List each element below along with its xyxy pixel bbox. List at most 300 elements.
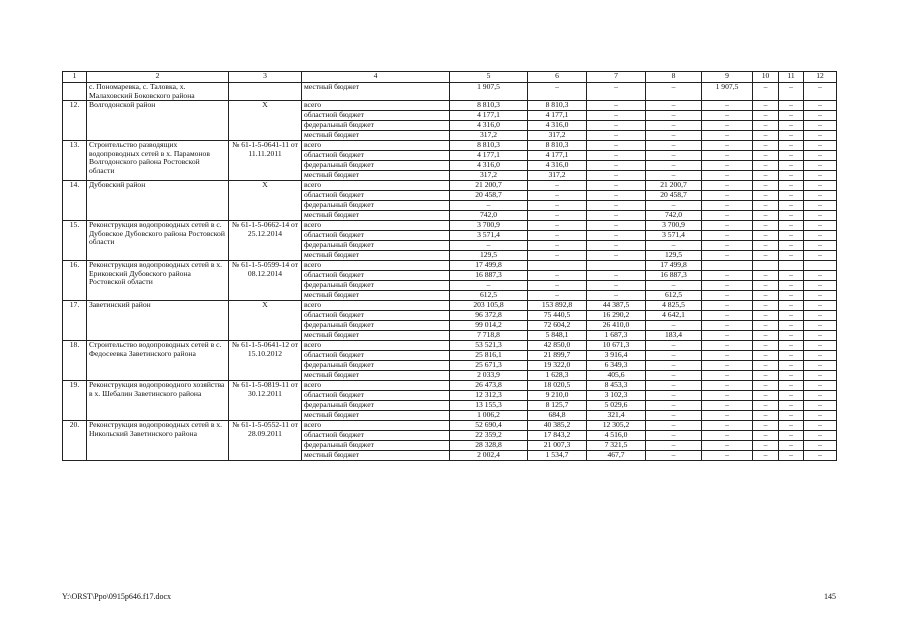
amount-cell: – — [528, 241, 587, 251]
amount-cell: – — [702, 391, 753, 401]
amount-cell: 742,0 — [450, 211, 528, 221]
amount-cell: – — [779, 451, 804, 461]
object-name-cell: Реконструкция водопроводных сетей в х. Ериковский Дубовского района Ростовской области — [87, 261, 229, 301]
amount-cell: – — [702, 381, 753, 391]
row-number-cell: 15. — [63, 221, 87, 261]
amount-cell: 6 349,3 — [587, 361, 646, 371]
amount-cell: – — [753, 431, 779, 441]
amount-cell: 2 002,4 — [450, 451, 528, 461]
amount-cell: – — [753, 241, 779, 251]
amount-cell: – — [753, 171, 779, 181]
amount-cell: – — [702, 271, 753, 281]
amount-cell: – — [702, 221, 753, 231]
funding-source-cell: областной бюджет — [302, 271, 450, 281]
amount-cell: 16 887,3 — [646, 271, 702, 281]
funding-source-cell: местный бюджет — [302, 331, 450, 341]
funding-source-cell: местный бюджет — [302, 83, 450, 101]
column-number: 3 — [229, 72, 302, 83]
amount-cell: 4 177,1 — [528, 151, 587, 161]
amount-cell: – — [753, 281, 779, 291]
amount-cell: – — [779, 101, 804, 111]
amount-cell: – — [450, 241, 528, 251]
object-name-cell: Реконструкция водопроводных сетей в с. Дубовское Дубовского района Ростовской области — [87, 221, 229, 261]
funding-source-cell: федеральный бюджет — [302, 201, 450, 211]
amount-cell: 4 177,1 — [450, 111, 528, 121]
amount-cell: – — [753, 211, 779, 221]
amount-cell: – — [587, 181, 646, 191]
amount-cell: – — [646, 431, 702, 441]
amount-cell: – — [779, 301, 804, 311]
amount-cell: 42 850,0 — [528, 341, 587, 351]
amount-cell: – — [702, 451, 753, 461]
amount-cell: – — [753, 341, 779, 351]
amount-cell: – — [779, 231, 804, 241]
table-row — [63, 221, 837, 231]
amount-cell: 405,6 — [587, 371, 646, 381]
amount-cell: – — [753, 101, 779, 111]
amount-cell: 16 887,3 — [450, 271, 528, 281]
amount-cell: 17 499,8 — [646, 261, 702, 271]
funding-source-cell: федеральный бюджет — [302, 161, 450, 171]
amount-cell: – — [804, 361, 837, 371]
amount-cell: 612,5 — [646, 291, 702, 301]
row-number-cell — [63, 83, 87, 101]
amount-cell: – — [779, 251, 804, 261]
funding-source-cell: областной бюджет — [302, 231, 450, 241]
amount-cell: – — [587, 83, 646, 101]
amount-cell: 1 907,5 — [450, 83, 528, 101]
column-number: 5 — [450, 72, 528, 83]
object-name-cell: Заветинский район — [87, 301, 229, 341]
amount-cell: 22 359,2 — [450, 431, 528, 441]
amount-cell: 4 316,0 — [450, 121, 528, 131]
amount-cell: – — [646, 391, 702, 401]
amount-cell: 21 200,7 — [646, 181, 702, 191]
amount-cell: – — [646, 411, 702, 421]
amount-cell: – — [804, 281, 837, 291]
amount-cell: – — [646, 201, 702, 211]
funding-source-cell: федеральный бюджет — [302, 281, 450, 291]
amount-cell: – — [646, 151, 702, 161]
amount-cell: – — [804, 391, 837, 401]
amount-cell: – — [753, 361, 779, 371]
amount-cell: – — [587, 231, 646, 241]
amount-cell: 17 843,2 — [528, 431, 587, 441]
table-row — [63, 421, 837, 431]
amount-cell: – — [779, 201, 804, 211]
amount-cell: 8 125,7 — [528, 401, 587, 411]
amount-cell: – — [779, 191, 804, 201]
amount-cell: – — [779, 371, 804, 381]
amount-cell: – — [450, 281, 528, 291]
amount-cell: – — [779, 211, 804, 221]
amount-cell: – — [753, 311, 779, 321]
amount-cell: – — [753, 191, 779, 201]
amount-cell: – — [646, 341, 702, 351]
amount-cell: – — [779, 161, 804, 171]
amount-cell: – — [753, 181, 779, 191]
amount-cell: – — [804, 271, 837, 281]
amount-cell: – — [702, 421, 753, 431]
amount-cell: – — [779, 131, 804, 141]
amount-cell — [587, 261, 646, 271]
amount-cell: 3 700,9 — [646, 221, 702, 231]
amount-cell: – — [702, 361, 753, 371]
table-header-row — [63, 72, 837, 83]
amount-cell: 684,8 — [528, 411, 587, 421]
amount-cell: 4 642,1 — [646, 311, 702, 321]
amount-cell: – — [646, 83, 702, 101]
amount-cell: – — [702, 141, 753, 151]
amount-cell: – — [779, 431, 804, 441]
amount-cell: – — [587, 221, 646, 231]
amount-cell: – — [753, 301, 779, 311]
amount-cell: – — [804, 83, 837, 101]
amount-cell: 9 210,0 — [528, 391, 587, 401]
amount-cell: – — [587, 241, 646, 251]
amount-cell: – — [804, 381, 837, 391]
amount-cell: – — [702, 351, 753, 361]
column-number: 6 — [528, 72, 587, 83]
document-cell: № 61-1-5-0641-12 от 15.10.2012 — [229, 341, 302, 381]
amount-cell: – — [804, 231, 837, 241]
amount-cell: – — [753, 411, 779, 421]
amount-cell: – — [702, 191, 753, 201]
amount-cell: 2 033,9 — [450, 371, 528, 381]
funding-source-cell: всего — [302, 261, 450, 271]
amount-cell: – — [804, 431, 837, 441]
amount-cell: – — [753, 291, 779, 301]
amount-cell: – — [702, 151, 753, 161]
amount-cell: 129,5 — [450, 251, 528, 261]
amount-cell: 16 290,2 — [587, 311, 646, 321]
funding-source-cell: всего — [302, 421, 450, 431]
funding-source-cell: всего — [302, 101, 450, 111]
amount-cell: 99 014,2 — [450, 321, 528, 331]
amount-cell: 13 155,3 — [450, 401, 528, 411]
amount-cell: 20 458,7 — [646, 191, 702, 201]
amount-cell: – — [779, 441, 804, 451]
amount-cell: – — [779, 331, 804, 341]
amount-cell: 53 521,3 — [450, 341, 528, 351]
amount-cell: – — [528, 231, 587, 241]
document-cell: № 61-1-5-0819-11 от 30.12.2011 — [229, 381, 302, 421]
funding-source-cell: федеральный бюджет — [302, 321, 450, 331]
object-name-cell: Реконструкция водопроводного хозяйства в х. Шебалин Заветинского района — [87, 381, 229, 421]
funding-source-cell: областной бюджет — [302, 431, 450, 441]
amount-cell: – — [804, 251, 837, 261]
document-cell: Х — [229, 181, 302, 221]
amount-cell: – — [779, 151, 804, 161]
amount-cell: – — [702, 371, 753, 381]
row-number-cell: 14. — [63, 181, 87, 221]
object-name-cell: Строительство водопроводных сетей в с. Федосеевка Заветинского района — [87, 341, 229, 381]
amount-cell: – — [753, 121, 779, 131]
amount-cell: – — [702, 401, 753, 411]
funding-source-cell: местный бюджет — [302, 131, 450, 141]
amount-cell: – — [702, 171, 753, 181]
amount-cell: 3 916,4 — [587, 351, 646, 361]
amount-cell: 5 848,1 — [528, 331, 587, 341]
amount-cell: – — [702, 251, 753, 261]
amount-cell: 1 534,7 — [528, 451, 587, 461]
amount-cell: – — [804, 141, 837, 151]
amount-cell — [528, 261, 587, 271]
amount-cell: – — [779, 121, 804, 131]
funding-source-cell: федеральный бюджет — [302, 401, 450, 411]
amount-cell: – — [804, 181, 837, 191]
amount-cell: 4 825,5 — [646, 301, 702, 311]
amount-cell: – — [587, 161, 646, 171]
amount-cell: 4 316,0 — [450, 161, 528, 171]
amount-cell: – — [753, 111, 779, 121]
amount-cell: – — [646, 171, 702, 181]
amount-cell: – — [804, 371, 837, 381]
amount-cell: 8 453,3 — [587, 381, 646, 391]
amount-cell: – — [587, 131, 646, 141]
amount-cell: – — [779, 281, 804, 291]
amount-cell: – — [779, 401, 804, 411]
amount-cell: – — [753, 421, 779, 431]
amount-cell: – — [804, 331, 837, 341]
amount-cell: – — [587, 201, 646, 211]
amount-cell: – — [702, 291, 753, 301]
row-number-cell: 13. — [63, 141, 87, 181]
amount-cell: 203 105,8 — [450, 301, 528, 311]
amount-cell: – — [587, 121, 646, 131]
amount-cell: – — [702, 121, 753, 131]
amount-cell: – — [779, 421, 804, 431]
amount-cell: – — [804, 161, 837, 171]
amount-cell: – — [804, 101, 837, 111]
amount-cell: – — [753, 391, 779, 401]
amount-cell: 21 007,3 — [528, 441, 587, 451]
funding-source-cell: местный бюджет — [302, 371, 450, 381]
amount-cell: 21 200,7 — [450, 181, 528, 191]
amount-cell: – — [528, 251, 587, 261]
amount-cell: 317,2 — [450, 131, 528, 141]
funding-source-cell: областной бюджет — [302, 111, 450, 121]
row-number-cell: 20. — [63, 421, 87, 461]
column-number: 7 — [587, 72, 646, 83]
column-number: 1 — [63, 72, 87, 83]
amount-cell: – — [646, 101, 702, 111]
table-row — [63, 301, 837, 311]
amount-cell: – — [702, 321, 753, 331]
amount-cell: 3 571,4 — [646, 231, 702, 241]
amount-cell: – — [779, 361, 804, 371]
amount-cell: – — [753, 161, 779, 171]
budget-table — [62, 71, 837, 461]
amount-cell: 8 810,3 — [528, 101, 587, 111]
column-number: 12 — [804, 72, 837, 83]
amount-cell: – — [753, 321, 779, 331]
funding-source-cell: областной бюджет — [302, 191, 450, 201]
funding-source-cell: местный бюджет — [302, 411, 450, 421]
amount-cell: 25 671,3 — [450, 361, 528, 371]
amount-cell: – — [702, 441, 753, 451]
column-number: 11 — [779, 72, 804, 83]
amount-cell: – — [587, 281, 646, 291]
row-number-cell: 17. — [63, 301, 87, 341]
object-name-cell: Реконструкция водопроводных сетей в х. Никольский Заветинского района — [87, 421, 229, 461]
amount-cell: – — [804, 201, 837, 211]
amount-cell: 19 322,0 — [528, 361, 587, 371]
funding-source-cell: всего — [302, 221, 450, 231]
amount-cell: 8 810,3 — [450, 101, 528, 111]
funding-source-cell: областной бюджет — [302, 311, 450, 321]
amount-cell: – — [646, 281, 702, 291]
amount-cell: – — [528, 221, 587, 231]
table-row — [63, 181, 837, 191]
amount-cell: – — [753, 331, 779, 341]
amount-cell: – — [528, 271, 587, 281]
amount-cell: – — [450, 201, 528, 211]
amount-cell: – — [587, 211, 646, 221]
amount-cell: – — [804, 221, 837, 231]
column-number: 4 — [302, 72, 450, 83]
amount-cell: – — [753, 351, 779, 361]
amount-cell: – — [702, 181, 753, 191]
amount-cell: – — [646, 321, 702, 331]
amount-cell: 8 810,3 — [450, 141, 528, 151]
funding-source-cell: местный бюджет — [302, 251, 450, 261]
amount-cell: – — [646, 131, 702, 141]
amount-cell: – — [779, 141, 804, 151]
amount-cell: 1 687,3 — [587, 331, 646, 341]
amount-cell: – — [804, 151, 837, 161]
table-row — [63, 83, 837, 101]
amount-cell: – — [646, 401, 702, 411]
document-cell: № 61-1-5-0599-14 от 08.12.2014 — [229, 261, 302, 301]
amount-cell: 3 571,4 — [450, 231, 528, 241]
amount-cell: 40 385,2 — [528, 421, 587, 431]
amount-cell: – — [702, 241, 753, 251]
amount-cell: – — [779, 221, 804, 231]
amount-cell: – — [753, 151, 779, 161]
amount-cell: – — [587, 151, 646, 161]
amount-cell: – — [804, 191, 837, 201]
amount-cell — [779, 261, 804, 271]
amount-cell: – — [702, 111, 753, 121]
amount-cell: – — [528, 191, 587, 201]
funding-source-cell: всего — [302, 341, 450, 351]
amount-cell: – — [702, 231, 753, 241]
amount-cell: 12 312,3 — [450, 391, 528, 401]
amount-cell: – — [587, 291, 646, 301]
amount-cell: – — [804, 301, 837, 311]
amount-cell: – — [587, 271, 646, 281]
amount-cell: 153 892,8 — [528, 301, 587, 311]
amount-cell: – — [804, 441, 837, 451]
funding-source-cell: областной бюджет — [302, 151, 450, 161]
amount-cell: – — [779, 111, 804, 121]
funding-source-cell: всего — [302, 381, 450, 391]
amount-cell: – — [587, 251, 646, 261]
amount-cell: 21 899,7 — [528, 351, 587, 361]
amount-cell: 321,4 — [587, 411, 646, 421]
amount-cell — [753, 261, 779, 271]
amount-cell: 1 907,5 — [702, 83, 753, 101]
amount-cell: 3 700,9 — [450, 221, 528, 231]
amount-cell: – — [779, 291, 804, 301]
amount-cell: – — [804, 171, 837, 181]
amount-cell: – — [804, 311, 837, 321]
amount-cell: – — [702, 201, 753, 211]
amount-cell: – — [646, 371, 702, 381]
amount-cell: – — [753, 401, 779, 411]
amount-cell: 26 473,8 — [450, 381, 528, 391]
amount-cell: – — [753, 371, 779, 381]
amount-cell: – — [702, 101, 753, 111]
amount-cell: – — [804, 401, 837, 411]
amount-cell: 8 810,3 — [528, 141, 587, 151]
funding-source-cell: всего — [302, 181, 450, 191]
document-cell: Х — [229, 301, 302, 341]
amount-cell: 4 177,1 — [450, 151, 528, 161]
row-number-cell: 16. — [63, 261, 87, 301]
column-number: 10 — [753, 72, 779, 83]
amount-cell: – — [753, 83, 779, 101]
document-cell: № 61-1-5-0662-14 от 25.12.2014 — [229, 221, 302, 261]
amount-cell: – — [779, 391, 804, 401]
table-row — [63, 101, 837, 111]
amount-cell: – — [779, 311, 804, 321]
amount-cell: – — [753, 271, 779, 281]
amount-cell: – — [702, 311, 753, 321]
amount-cell: – — [779, 411, 804, 421]
amount-cell: – — [779, 271, 804, 281]
table-row — [63, 381, 837, 391]
column-number: 9 — [702, 72, 753, 83]
amount-cell: – — [753, 131, 779, 141]
amount-cell: 25 816,1 — [450, 351, 528, 361]
amount-cell: – — [702, 211, 753, 221]
amount-cell: 4 316,0 — [528, 161, 587, 171]
amount-cell: – — [646, 381, 702, 391]
funding-source-cell: областной бюджет — [302, 351, 450, 361]
funding-source-cell: федеральный бюджет — [302, 361, 450, 371]
document-cell: № 61-1-5-0641-11 от 11.11.2011 — [229, 141, 302, 181]
amount-cell: – — [646, 241, 702, 251]
amount-cell: – — [702, 161, 753, 171]
amount-cell: – — [753, 451, 779, 461]
amount-cell: 17 499,8 — [450, 261, 528, 271]
amount-cell: – — [779, 381, 804, 391]
amount-cell: – — [702, 301, 753, 311]
amount-cell: 7 321,5 — [587, 441, 646, 451]
amount-cell: – — [804, 321, 837, 331]
amount-cell: – — [646, 441, 702, 451]
amount-cell: 183,4 — [646, 331, 702, 341]
amount-cell: – — [528, 291, 587, 301]
amount-cell: – — [702, 411, 753, 421]
document-cell: № 61-1-5-0552-11 от 28.09.2011 — [229, 421, 302, 461]
amount-cell: 317,2 — [528, 131, 587, 141]
budget-table-sheet — [62, 71, 836, 461]
amount-cell: – — [528, 211, 587, 221]
footer-page-number: 145 — [824, 592, 836, 601]
amount-cell: – — [804, 451, 837, 461]
object-name-cell: Волгодонской район — [87, 101, 229, 141]
amount-cell: – — [779, 181, 804, 191]
amount-cell: – — [702, 431, 753, 441]
funding-source-cell: местный бюджет — [302, 171, 450, 181]
amount-cell: – — [528, 201, 587, 211]
amount-cell: – — [804, 291, 837, 301]
amount-cell: – — [804, 421, 837, 431]
funding-source-cell: областной бюджет — [302, 391, 450, 401]
